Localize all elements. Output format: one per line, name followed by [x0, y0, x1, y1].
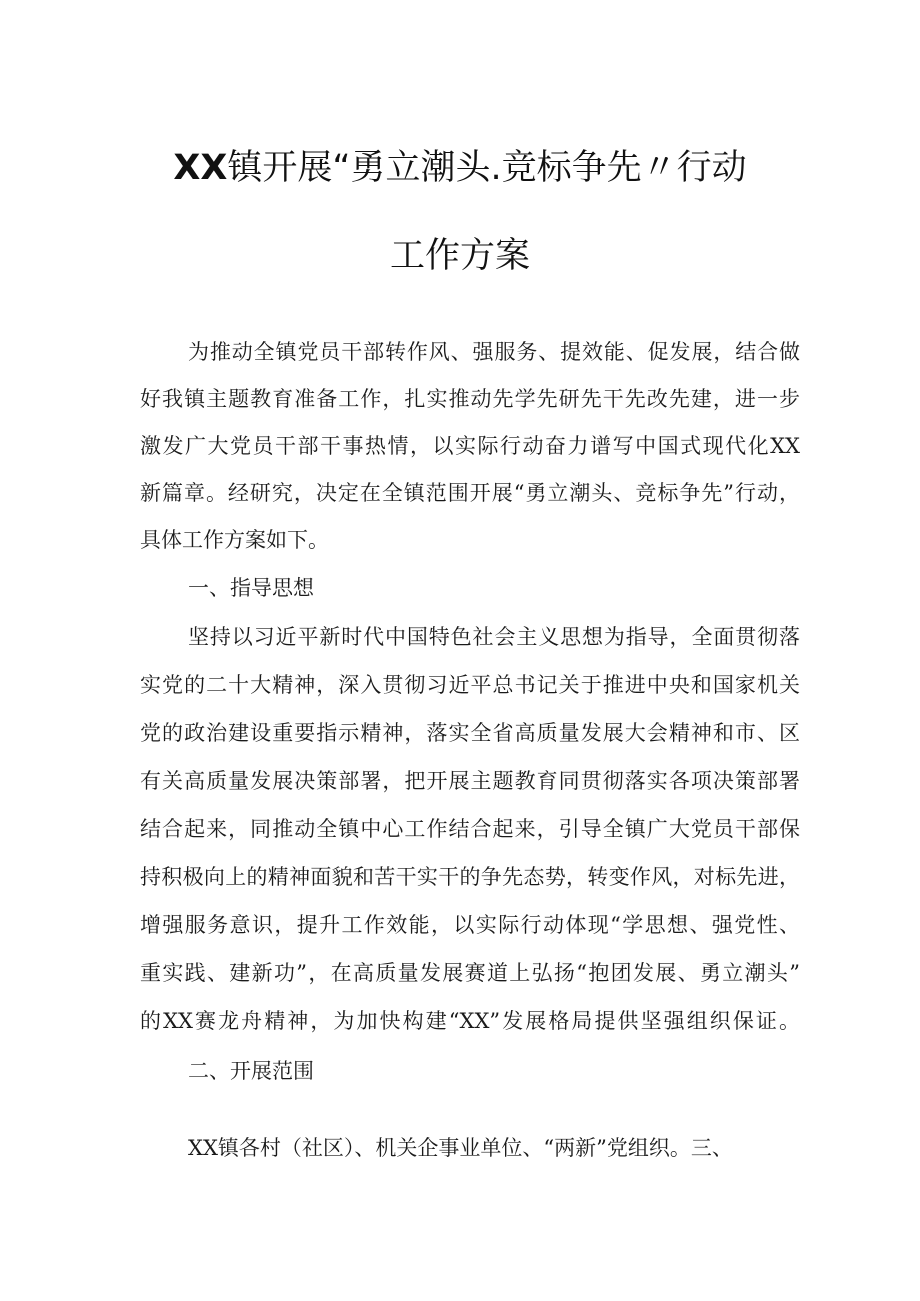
document-title-line-1	[0, 140, 920, 190]
paragraph-line: 重实践、建新功”，在高质量发展赛道上弘扬“抱团发展、勇立潮头”	[140, 961, 800, 985]
section-heading: 二、开展范围	[188, 1059, 314, 1083]
section-heading: 一、指导思想	[188, 576, 314, 600]
paragraph-line: 有关高质量发展决策部署，把开展主题教育同贯彻落实各项决策部署	[140, 769, 800, 793]
paragraph-line: XX镇各村（社区）、机关企事业单位、“两新”党组织。三、	[188, 1136, 733, 1160]
paragraph-line: 的XX赛龙舟精神，为加快构建“XX”发展格局提供坚强组织保证。	[140, 1009, 800, 1033]
paragraph-line: 增强服务意识，提升工作效能，以实际行动体现“学思想、强党性、	[140, 913, 800, 937]
paragraph-line: 激发广大党员干部干事热情，以实际行动奋力谱写中国式现代化XX	[140, 434, 800, 458]
document-title-line-2: 工作方案	[389, 236, 530, 276]
paragraph-line: 为推动全镇党员干部转作风、强服务、提效能、促发展，结合做	[188, 340, 800, 364]
paragraph-line: 实党的二十大精神，深入贯彻习近平总书记关于推进中央和国家机关	[140, 673, 800, 697]
paragraph-line: 好我镇主题教育准备工作，扎实推动先学先研先干先改先建，进一步	[140, 387, 800, 411]
paragraph-line: 坚持以习近平新时代中国特色社会主义思想为指导，全面贯彻落	[188, 625, 800, 649]
paragraph-line: 新篇章。经研究，决定在全镇范围开展“勇立潮头、竞标争先”行动，	[140, 481, 800, 505]
title-prefix: XX	[173, 148, 228, 188]
paragraph-line: 具体工作方案如下。	[140, 528, 329, 552]
paragraph-line: 党的政治建设重要指示精神，落实全省高质量发展大会精神和市、区	[140, 721, 800, 745]
title-text: 镇开展“勇立潮头.竞标争先〃行动	[227, 148, 747, 188]
paragraph-line: 结合起来，同推动全镇中心工作结合起来，引导全镇广大党员干部保	[140, 817, 800, 841]
paragraph-line: 持积极向上的精神面貌和苦干实干的争先态势，转变作风，对标先进，	[140, 865, 800, 889]
